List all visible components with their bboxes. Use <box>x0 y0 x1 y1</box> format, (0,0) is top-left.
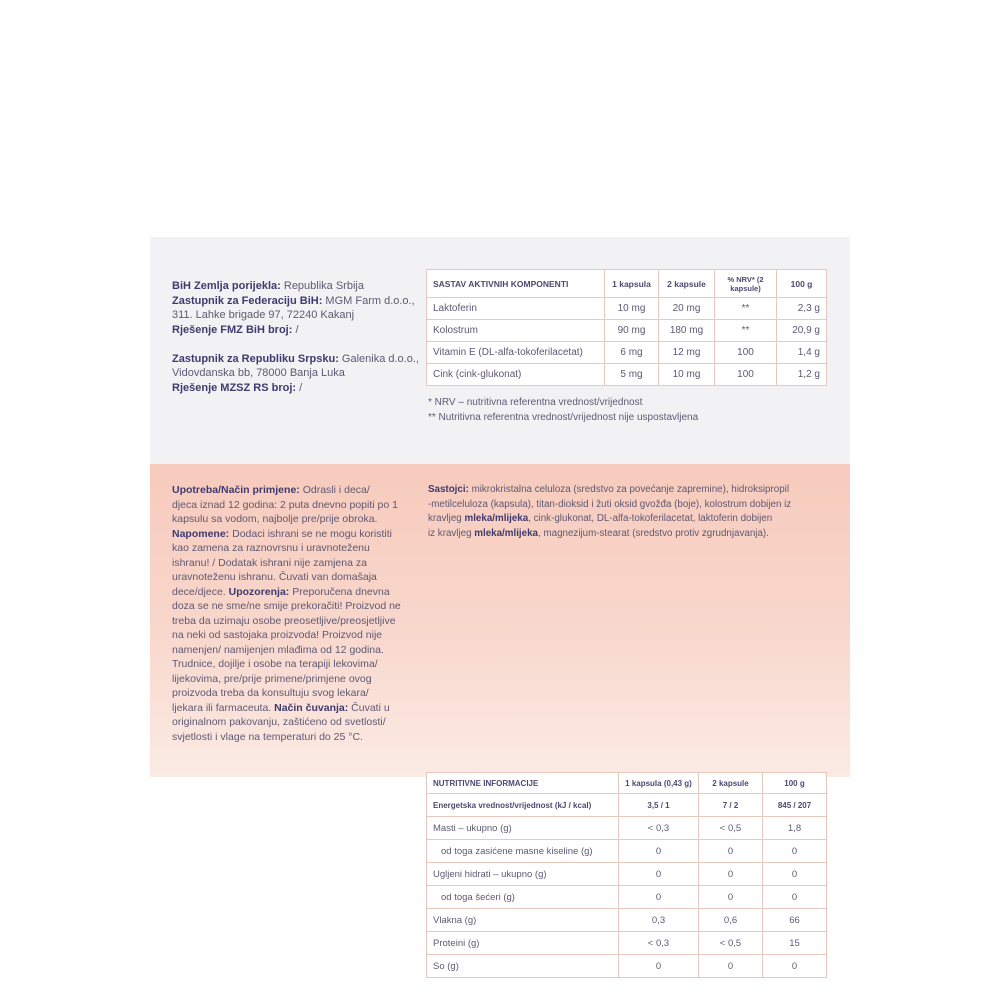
text-segment: mikrokristalna celuloza (sredstvo za povećanje zapremine), hidroksipropil <box>468 484 790 495</box>
bold-label: Sastojci: <box>428 484 469 495</box>
table-cell: 0 <box>763 955 827 978</box>
text-segment: djeca iznad 12 godina: 2 puta dnevno popiti po 1 <box>172 498 398 511</box>
info-line <box>172 381 419 396</box>
info-label: Rješenje MZSZ RS broj: <box>172 381 297 394</box>
info-line <box>172 352 419 367</box>
bottom-section <box>150 464 850 972</box>
table-cell: Masti – ukupno (g) <box>427 817 619 840</box>
text-segment: namenjen/ namijenjen mlađima od 12 godina. <box>172 643 384 656</box>
table-cell: 0 <box>619 886 699 909</box>
table-cell: 0 <box>619 863 699 886</box>
info-value: Galenika d.o.o., <box>338 352 419 365</box>
text-line <box>172 672 401 687</box>
table-cell: 5 mg <box>605 364 659 386</box>
table-row <box>427 886 827 909</box>
table-cell: < 0,3 <box>619 932 699 955</box>
text-segment: , magnezijum-stearat (sredstvo protiv zgrudnjavanja). <box>538 527 769 539</box>
bold-label: mleka/mlijeka <box>464 513 529 524</box>
info-label: Rješenje FMZ BiH broj: <box>172 323 293 336</box>
table-cell: 0 <box>763 886 827 909</box>
info-line <box>172 323 419 338</box>
info-label: Zastupnik za Republiku Srpsku: <box>172 352 339 365</box>
text-line <box>428 512 791 527</box>
text-line <box>172 657 401 672</box>
table-cell: 0 <box>619 840 699 863</box>
text-line <box>172 512 401 527</box>
text-line <box>172 614 401 629</box>
table-cell: 0 <box>763 863 827 886</box>
text-line <box>428 498 791 513</box>
text-segment: originalnom pakovanju, zaštićeno od svetlosti/ <box>172 716 386 728</box>
text-segment: , cink-glukonat, DL-alfa-tokoferilacetat, laktoferin dobijen <box>528 513 773 524</box>
table-cell: 0,6 <box>699 909 763 932</box>
table-cell: < 0,3 <box>619 817 699 840</box>
table-row <box>427 932 827 955</box>
table-row <box>427 955 827 978</box>
text-segment: ljekara ili farmaceuta. <box>172 701 275 714</box>
text-line <box>172 643 401 658</box>
table-cell: < 0,5 <box>699 817 763 840</box>
header-cell: 2 kapsule <box>699 773 763 794</box>
text-segment: uravnoteženu ishranu. Čuvati van domašaja <box>172 571 377 583</box>
table-cell: Laktoferin <box>427 298 605 320</box>
text-line <box>172 585 401 600</box>
energy-row <box>427 794 827 817</box>
table-row <box>427 342 827 364</box>
text-line <box>428 527 791 542</box>
table-cell: Vlakna (g) <box>427 909 619 932</box>
info-line <box>172 337 419 352</box>
table-cell: So (g) <box>427 955 619 978</box>
table-cell: 845 / 207 <box>763 794 827 817</box>
table-cell: 7 / 2 <box>699 794 763 817</box>
usage-instructions <box>172 483 401 744</box>
table-cell: Proteini (g) <box>427 932 619 955</box>
table-row <box>427 863 827 886</box>
text-line <box>172 686 401 701</box>
text-segment: kao zamena za raznovrsnu i uravnoteženu <box>172 542 370 554</box>
text-line <box>172 628 401 643</box>
table-cell: 10 mg <box>659 364 715 386</box>
table-row <box>427 909 827 932</box>
text-segment: kravljeg <box>428 513 465 524</box>
active-components-table <box>426 269 827 386</box>
info-label: Zastupnik za Federaciju BiH: <box>172 294 323 307</box>
text-segment: kapsulu sa vodom, najbolje pre/prije obroka. <box>172 513 378 525</box>
table-cell: 20,9 g <box>777 320 827 342</box>
text-line <box>172 498 401 513</box>
text-segment: iz kravljeg <box>428 527 475 539</box>
text-segment: Trudnice, dojilje i osobe na terapiji lekovima/ <box>172 658 378 670</box>
table-cell: Energetska vrednost/vrijednost (kJ / kcal) <box>427 794 619 817</box>
table-cell: 100 <box>715 364 777 386</box>
bold-label: Način čuvanja: <box>274 701 349 714</box>
table-cell: Cink (cink-glukonat) <box>427 364 605 386</box>
info-value: 311. Lahke brigade 97, 72240 Kakanj <box>172 309 355 321</box>
nutrition-table <box>426 772 827 978</box>
info-label: BiH Zemlja porijekla: <box>172 280 281 292</box>
ingredients <box>428 483 791 541</box>
text-segment: ishranu! / Dodatak ishrani nije zamjena za <box>172 556 367 569</box>
table-cell: 1,2 g <box>777 364 827 386</box>
table-cell: 2,3 g <box>777 298 827 320</box>
info-value: / <box>296 381 303 394</box>
info-value: Republika Srbija <box>280 280 364 292</box>
table-row <box>427 364 827 386</box>
table-row <box>427 298 827 320</box>
table-cell: < 0,5 <box>699 932 763 955</box>
info-line <box>172 308 419 323</box>
text-line <box>172 701 401 716</box>
table-cell: ** <box>715 320 777 342</box>
text-line <box>172 715 401 730</box>
text-line <box>172 541 401 556</box>
table-cell: 0 <box>699 886 763 909</box>
header-cell: 2 kapsule <box>659 270 715 298</box>
table-cell: Kolostrum <box>427 320 605 342</box>
table-cell: 180 mg <box>659 320 715 342</box>
text-line <box>172 730 401 745</box>
text-segment: -metilceluloza (kapsula), titan-dioksid i žuti oksid gvožđa (boje), kolostrum dobijen iz <box>428 498 792 510</box>
table-cell: 12 mg <box>659 342 715 364</box>
table-cell: 15 <box>763 932 827 955</box>
text-segment: na neki od sastojaka proizvoda! Proizvod nije <box>172 629 383 641</box>
table-cell: 20 mg <box>659 298 715 320</box>
text-segment: dece/djece. <box>172 585 229 598</box>
header-cell: 100 g <box>763 773 827 794</box>
text-line <box>428 483 791 498</box>
header-cell: 1 kapsula <box>605 270 659 298</box>
table-header-row <box>427 270 827 298</box>
table-cell: 100 <box>715 342 777 364</box>
footnote-nrv: * NRV – nutritivna referentna vrednost/vrijednost <box>428 397 643 408</box>
table-row <box>427 840 827 863</box>
info-line <box>172 366 419 381</box>
package-panel <box>150 237 850 972</box>
text-segment: doza se ne sme/ne smije prekoračiti! Proizvod ne <box>172 600 401 612</box>
top-section <box>150 237 850 464</box>
text-segment: Odrasli i deca/ <box>299 484 370 496</box>
table-cell: od toga zasićene masne kiseline (g) <box>427 840 619 863</box>
header-cell: SASTAV AKTIVNIH KOMPONENTI <box>427 270 605 298</box>
footnote-nrv-not-set: ** Nutritivna referentna vrednost/vrijednost nije uspostavljena <box>428 412 699 423</box>
header-cell: 100 g <box>777 270 827 298</box>
table-cell: 3,5 / 1 <box>619 794 699 817</box>
bold-label: Napomene: <box>172 527 230 540</box>
table-cell: 66 <box>763 909 827 932</box>
text-line <box>172 483 401 498</box>
table-cell: 0 <box>699 863 763 886</box>
header-cell: % NRV* (2 kapsule) <box>715 270 777 298</box>
table-cell: od toga šećeri (g) <box>427 886 619 909</box>
distributor-info <box>172 279 419 395</box>
table-row <box>427 817 827 840</box>
bold-label: Upozorenja: <box>228 585 290 598</box>
info-value: MGM Farm d.o.o., <box>322 294 415 307</box>
info-line <box>172 279 419 294</box>
text-line <box>172 527 401 542</box>
text-segment: lijekovima, pre/prije primene/primjene ovog <box>172 672 372 685</box>
table-cell: 0 <box>699 955 763 978</box>
bold-label: Upotreba/Način primjene: <box>172 484 300 496</box>
table-cell: 1,8 <box>763 817 827 840</box>
info-value: / <box>292 323 299 336</box>
text-segment: Dodaci ishrani se ne mogu koristiti <box>229 527 393 540</box>
text-line <box>172 599 401 614</box>
table-cell: 6 mg <box>605 342 659 364</box>
text-segment: Preporučena dnevna <box>289 585 390 598</box>
header-cell: NUTRITIVNE INFORMACIJE <box>427 773 619 794</box>
table-cell: 0 <box>763 840 827 863</box>
table-cell: ** <box>715 298 777 320</box>
text-segment: svjetlosti i vlage na temperaturi do 25 °C. <box>172 730 363 743</box>
table-cell: 0 <box>699 840 763 863</box>
text-segment: treba da uzimaju osobe preosetljive/preosjetljive <box>172 614 396 627</box>
table-header-row <box>427 773 827 794</box>
table-cell: 10 mg <box>605 298 659 320</box>
text-line <box>172 556 401 571</box>
header-cell: 1 kapsula (0,43 g) <box>619 773 699 794</box>
table-cell: Ugljeni hidrati – ukupno (g) <box>427 863 619 886</box>
table-cell: 1,4 g <box>777 342 827 364</box>
text-segment: proizvoda treba da konsultuju svog lekara/ <box>172 687 369 699</box>
table-cell: Vitamin E (DL-alfa-tokoferilacetat) <box>427 342 605 364</box>
info-value: Vidovdanska bb, 78000 Banja Luka <box>172 367 345 379</box>
text-segment: Čuvati u <box>348 701 390 714</box>
table-cell: 0 <box>619 955 699 978</box>
table-cell: 0,3 <box>619 909 699 932</box>
bold-label: mleka/mlijeka <box>474 527 539 539</box>
table-cell: 90 mg <box>605 320 659 342</box>
info-line <box>172 294 419 309</box>
text-line <box>172 570 401 585</box>
table-row <box>427 320 827 342</box>
